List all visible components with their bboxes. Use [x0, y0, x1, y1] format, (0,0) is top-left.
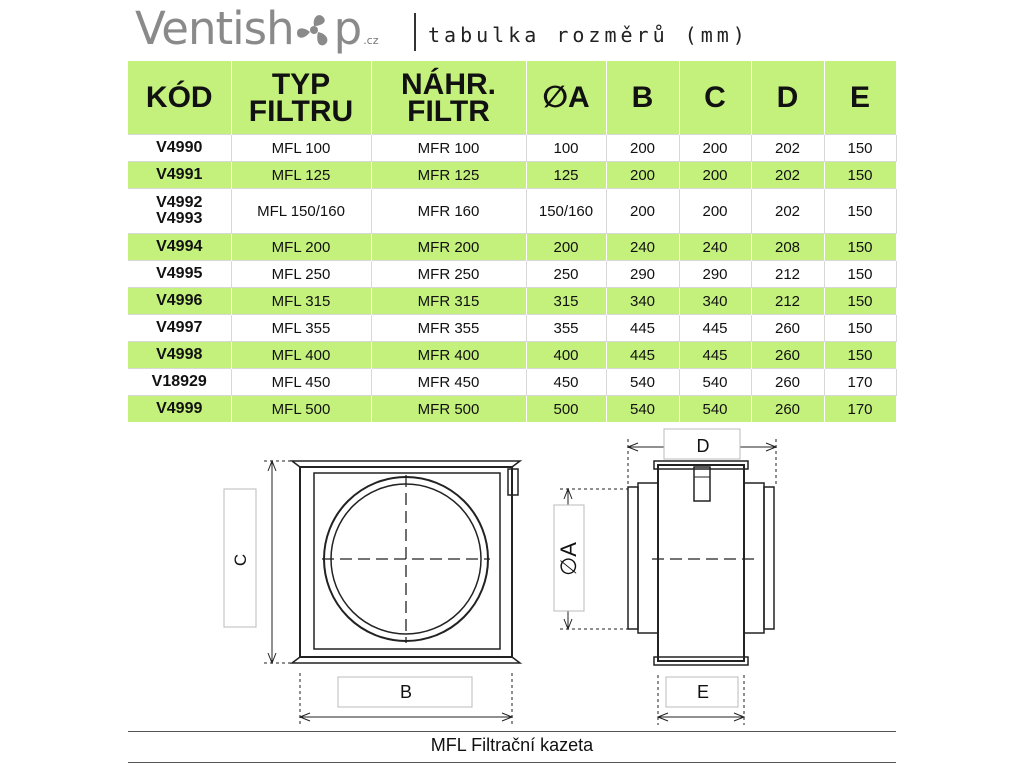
- cell-code-line1: V4992: [156, 194, 203, 211]
- cell-type: MFL 400: [231, 342, 371, 369]
- cell-a: 315: [526, 288, 606, 315]
- side-latch: [694, 467, 710, 501]
- side-collar-right: [744, 483, 764, 633]
- table-row: [128, 234, 896, 261]
- cell-e: 150: [824, 135, 896, 162]
- cell-e: 170: [824, 396, 896, 423]
- table-row: [128, 261, 896, 288]
- table-header-row: [128, 61, 896, 135]
- technical-drawing: [0, 425, 1024, 730]
- cell-a: 100: [526, 135, 606, 162]
- cell-replacement: MFR 315: [371, 288, 526, 315]
- dimensions-table: [128, 61, 897, 422]
- dimension-label-d: D: [696, 436, 710, 456]
- header-separator: [414, 13, 416, 51]
- cell-type: MFL 450: [231, 369, 371, 396]
- header-d: D: [751, 61, 824, 135]
- cell-e: 150: [824, 315, 896, 342]
- cell-d: 212: [751, 288, 824, 315]
- cell-e: 150: [824, 234, 896, 261]
- cell-a: 250: [526, 261, 606, 288]
- cell-a: 355: [526, 315, 606, 342]
- logo-text-2: p: [333, 2, 362, 55]
- cell-b: 200: [606, 135, 679, 162]
- table-row: [128, 189, 896, 234]
- cell-c: 290: [679, 261, 751, 288]
- caption: MFL Filtrační kazeta: [430, 735, 594, 755]
- header-typ-filtru: TYP FILTRU: [231, 61, 371, 135]
- cell-replacement: MFR 160: [371, 189, 526, 234]
- fan-logo-icon: [294, 6, 334, 59]
- brand-logo[interactable]: [135, 2, 379, 59]
- cell-c: 445: [679, 342, 751, 369]
- cell-replacement: MFR 250: [371, 261, 526, 288]
- cell-d: 212: [751, 261, 824, 288]
- cell-d: 260: [751, 369, 824, 396]
- cell-code: V4990: [128, 135, 231, 162]
- cell-d: 260: [751, 396, 824, 423]
- cell-type: MFL 315: [231, 288, 371, 315]
- header-nahr-filtr: NÁHR. FILTR: [371, 61, 526, 135]
- cell-c: 445: [679, 315, 751, 342]
- cell-code: [128, 189, 231, 234]
- cell-code: V4991: [128, 162, 231, 189]
- cell-d: 260: [751, 315, 824, 342]
- cell-code: V4998: [128, 342, 231, 369]
- cell-replacement: MFR 355: [371, 315, 526, 342]
- cell-b: 240: [606, 234, 679, 261]
- cell-c: 240: [679, 234, 751, 261]
- header-a: ∅A: [526, 61, 606, 135]
- caption-top-rule: [128, 731, 896, 732]
- logo-text-1: Ventish: [135, 2, 294, 55]
- cell-code: V4999: [128, 396, 231, 423]
- cell-d: 202: [751, 135, 824, 162]
- cell-d: 202: [751, 189, 824, 234]
- dimension-label-c: C: [231, 553, 250, 567]
- cell-b: 290: [606, 261, 679, 288]
- cell-c: 200: [679, 162, 751, 189]
- cell-d: 202: [751, 162, 824, 189]
- cell-e: 150: [824, 288, 896, 315]
- header-e: E: [824, 61, 896, 135]
- cell-b: 540: [606, 396, 679, 423]
- logo-suffix: .cz: [363, 34, 379, 47]
- cell-type: MFL 355: [231, 315, 371, 342]
- cell-code: V18929: [128, 369, 231, 396]
- dimension-label-b: B: [399, 682, 413, 702]
- cell-replacement: MFR 500: [371, 396, 526, 423]
- cell-d: 260: [751, 342, 824, 369]
- cell-type: MFL 200: [231, 234, 371, 261]
- table-row: [128, 288, 896, 315]
- cell-c: 540: [679, 396, 751, 423]
- cell-replacement: MFR 450: [371, 369, 526, 396]
- cell-type: MFL 250: [231, 261, 371, 288]
- dimension-label-e: E: [696, 682, 710, 702]
- table-row: [128, 315, 896, 342]
- page-header: [130, 0, 900, 62]
- cell-e: 150: [824, 342, 896, 369]
- cell-type: MFL 150/160: [231, 189, 371, 234]
- cell-b: 340: [606, 288, 679, 315]
- table-row: [128, 162, 896, 189]
- cell-code: V4994: [128, 234, 231, 261]
- cell-code-line2: V4993: [156, 210, 203, 227]
- cell-c: 540: [679, 369, 751, 396]
- front-view-drawing: [224, 461, 520, 725]
- cell-a: 200: [526, 234, 606, 261]
- cell-code: V4996: [128, 288, 231, 315]
- dimension-label-a: ∅A: [556, 542, 581, 576]
- side-body: [658, 465, 744, 661]
- table-row: [128, 342, 896, 369]
- cell-a: 500: [526, 396, 606, 423]
- cell-b: 200: [606, 162, 679, 189]
- cell-e: 150: [824, 162, 896, 189]
- cell-replacement: MFR 400: [371, 342, 526, 369]
- cell-type: MFL 500: [231, 396, 371, 423]
- cell-c: 200: [679, 189, 751, 234]
- table-row: [128, 396, 896, 423]
- side-view-drawing: [554, 429, 776, 725]
- cell-code: V4995: [128, 261, 231, 288]
- cell-type: MFL 100: [231, 135, 371, 162]
- cell-a: 150/160: [526, 189, 606, 234]
- cell-e: 170: [824, 369, 896, 396]
- header-b: B: [606, 61, 679, 135]
- table-row: [128, 135, 896, 162]
- header-c: C: [679, 61, 751, 135]
- table-row: [128, 369, 896, 396]
- cell-e: 150: [824, 261, 896, 288]
- caption-bottom-rule: [128, 762, 896, 763]
- page-subtitle: tabulka rozměrů (mm): [428, 23, 749, 47]
- cell-a: 125: [526, 162, 606, 189]
- cell-replacement: MFR 100: [371, 135, 526, 162]
- cell-b: 200: [606, 189, 679, 234]
- cell-replacement: MFR 125: [371, 162, 526, 189]
- cell-b: 540: [606, 369, 679, 396]
- cell-code: V4997: [128, 315, 231, 342]
- side-collar-left: [638, 483, 658, 633]
- cell-b: 445: [606, 342, 679, 369]
- front-inner-frame: [314, 473, 500, 649]
- cell-e: 150: [824, 189, 896, 234]
- cell-c: 340: [679, 288, 751, 315]
- cell-b: 445: [606, 315, 679, 342]
- cell-d: 208: [751, 234, 824, 261]
- header-kod: KÓD: [128, 61, 231, 135]
- cell-replacement: MFR 200: [371, 234, 526, 261]
- cell-a: 450: [526, 369, 606, 396]
- cell-type: MFL 125: [231, 162, 371, 189]
- cell-c: 200: [679, 135, 751, 162]
- cell-a: 400: [526, 342, 606, 369]
